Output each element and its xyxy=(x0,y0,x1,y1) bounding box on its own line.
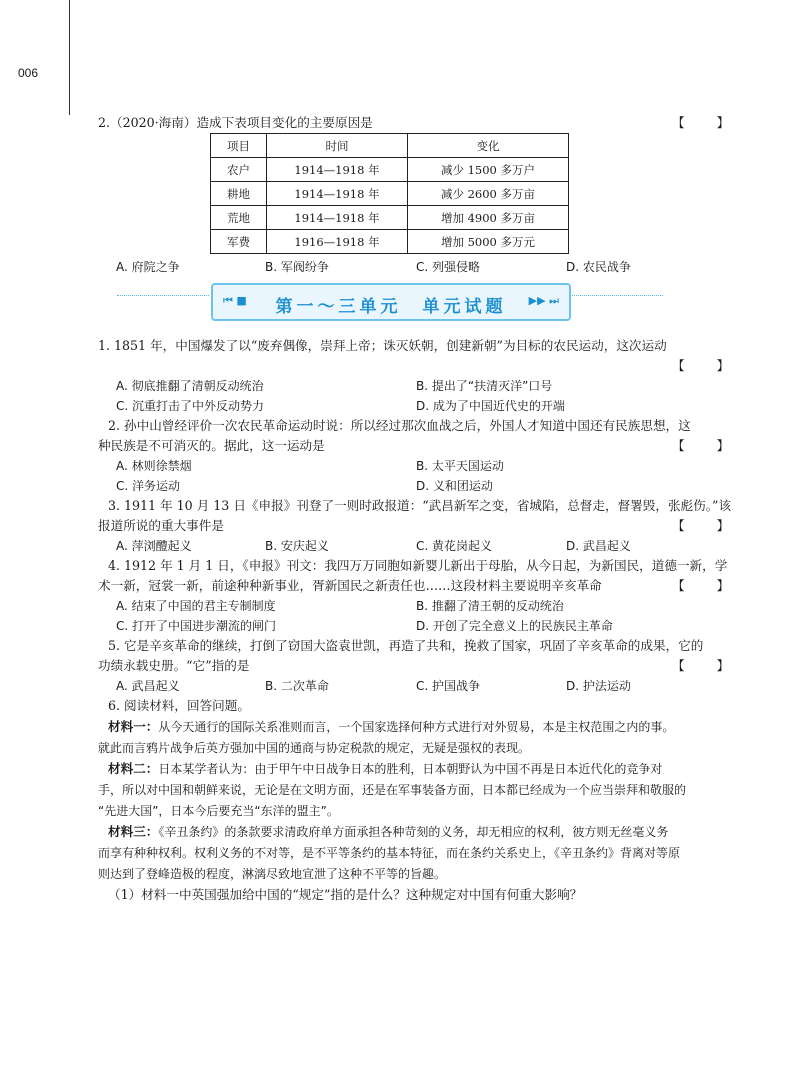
material-text: 《辛丑条约》的条款要求清政府单方面承担各种苛刻的义务，却无相应的权利，彼方则无丝毫义务 xyxy=(158,825,669,839)
material-text: 从今天通行的国际关系准则而言，一个国家选择何种方式进行对外贸易，本是主权范围之内的事。 xyxy=(158,720,675,734)
option-c[interactable]: C. 洋务运动 xyxy=(116,479,181,493)
option-b[interactable]: B. 安庆起义 xyxy=(265,539,329,553)
question-stem: 4. 1912 年 1 月 1 日，《申报》刊文：我四万万同胞如新婴儿新出于母胎，从今日起，为新国民，道德一新，学 xyxy=(108,558,728,573)
table-cell: 1916—1918 年 xyxy=(267,230,408,254)
answer-bracket[interactable]: 【 】 xyxy=(672,115,744,130)
table-header: 时间 xyxy=(267,134,408,158)
material-text: “先进大国”，日本今后要充当“东洋的盟主”。 xyxy=(98,804,339,818)
material-text: 日本某学者认为：由于甲午中日战争日本的胜利，日本朝野认为中国不再是日本近代化的竞争对 xyxy=(158,762,663,776)
question-stem: 术一新，冠裳一新，前途种种新事业，胥新国民之新责任也……这段材料主要说明辛亥革命 xyxy=(98,578,602,593)
banner-dotted-line xyxy=(569,295,663,297)
option-a[interactable]: A. 林则徐禁烟 xyxy=(116,459,192,473)
option-c[interactable]: C. 黄花岗起义 xyxy=(416,539,493,553)
material-text: 就此而言鸦片战争后英方强加中国的通商与协定税款的规定，无疑是强权的表现。 xyxy=(98,741,531,755)
table-cell: 1914—1918 年 xyxy=(267,158,408,182)
answer-bracket[interactable]: 【 】 xyxy=(672,658,744,673)
option-d[interactable]: D. 农民战争 xyxy=(566,260,631,274)
material-text: 而享有种种权利。权利义务的不对等，是不平等条约的基本特征，而在条约关系史上，《辛丑条约》背离对等原 xyxy=(98,846,681,860)
option-b[interactable]: B. 推翻了清王朝的反动统治 xyxy=(416,599,564,613)
table-cell: 农户 xyxy=(211,158,267,182)
question-stem: 种民族是不可消灭的。据此，这一运动是 xyxy=(98,438,325,453)
option-d[interactable]: D. 开创了完全意义上的民族民主革命 xyxy=(416,619,613,633)
option-d[interactable]: D. 义和团运动 xyxy=(416,479,493,493)
option-c[interactable]: C. 列强侵略 xyxy=(416,260,481,274)
table-header: 变化 xyxy=(408,134,569,158)
fast-forward-icon: ▶▶ ⏭ xyxy=(528,294,559,307)
table-cell: 1914—1918 年 xyxy=(267,182,408,206)
material-text: 则达到了登峰造极的程度，淋漓尽致地宣泄了这种不平等的旨趣。 xyxy=(98,867,447,881)
question-stem: 5. 它是辛亥革命的继续，打倒了窃国大盗袁世凯，再造了共和，挽救了国家，巩固了辛亥革命的成果，它的 xyxy=(108,638,704,653)
table-cell: 1914—1918 年 xyxy=(267,206,408,230)
option-a[interactable]: A. 萍浏醴起义 xyxy=(116,539,192,553)
option-a[interactable]: A. 武昌起义 xyxy=(116,679,180,693)
table-header-row xyxy=(211,134,569,158)
material-text: 手，所以对中国和朝鲜来说，无论是在文明方面，还是在军事装备方面，日本都已经成为一个应当崇拜和敬服的 xyxy=(98,783,687,797)
option-d[interactable]: D. 护法运动 xyxy=(566,679,631,693)
table-row xyxy=(211,158,569,182)
banner-dotted-line xyxy=(117,295,209,297)
table-cell: 荒地 xyxy=(211,206,267,230)
option-a[interactable]: A. 结束了中国的君主专制制度 xyxy=(116,599,276,613)
option-c[interactable]: C. 打开了中国进步潮流的闸门 xyxy=(116,619,277,633)
page-number: 006 xyxy=(18,66,39,80)
table-cell: 军费 xyxy=(211,230,267,254)
table-row xyxy=(211,230,569,254)
answer-bracket[interactable]: 【 】 xyxy=(672,518,744,533)
option-d[interactable]: D. 武昌起义 xyxy=(566,539,631,553)
table-cell: 增加 5000 多万元 xyxy=(408,230,569,254)
section-banner xyxy=(117,283,663,323)
option-b[interactable]: B. 太平天国运动 xyxy=(416,459,504,473)
option-b[interactable]: B. 二次革命 xyxy=(265,679,329,693)
rewind-icon: ⏮ ■ xyxy=(223,294,247,307)
question-stem: 2. 孙中山曾经评价一次农民革命运动时说：所以经过那次血战之后，外国人才知道中国还有民族思想，这 xyxy=(108,418,691,433)
option-b[interactable]: B. 提出了“扶清灭洋”口号 xyxy=(416,379,553,393)
option-b[interactable]: B. 军阀纷争 xyxy=(265,260,329,274)
question-stem: 2.（2020·海南）造成下表项目变化的主要原因是 xyxy=(98,115,373,130)
question-stem: 6. 阅读材料，回答问题。 xyxy=(108,698,250,713)
option-c[interactable]: C. 护国战争 xyxy=(416,679,481,693)
question-stem: 报道所说的重大事件是 xyxy=(98,518,224,533)
sub-question-text: （1）材料一中英国强加给中国的“规定”指的是什么？这种规定对中国有何重大影响？ xyxy=(108,887,583,902)
question-stem: 1. 1851 年，中国爆发了以“废弃偶像，崇拜上帝；诛灭妖朝，创建新朝”为目标的农民运动，这次运动 xyxy=(98,338,667,353)
answer-bracket[interactable]: 【 】 xyxy=(672,578,744,593)
material-label: 材料二： xyxy=(108,761,159,776)
banner-box xyxy=(211,283,571,321)
table-row xyxy=(211,182,569,206)
table-cell: 增加 4900 多万亩 xyxy=(408,206,569,230)
option-a[interactable]: A. 彻底推翻了清朝反动统治 xyxy=(116,379,264,393)
table-cell: 耕地 xyxy=(211,182,267,206)
answer-bracket[interactable]: 【 】 xyxy=(672,438,744,453)
table-row xyxy=(211,206,569,230)
material-label: 材料三： xyxy=(108,824,159,839)
question-stem: 功绩永载史册。“它”指的是 xyxy=(98,658,250,673)
material-label: 材料一： xyxy=(108,719,159,734)
answer-bracket[interactable]: 【 】 xyxy=(672,358,744,373)
table-header: 项目 xyxy=(211,134,267,158)
table-cell: 减少 2600 多万亩 xyxy=(408,182,569,206)
table-cell: 减少 1500 多万户 xyxy=(408,158,569,182)
margin-rule xyxy=(69,0,70,115)
section-title: 第一～三单元 单元试题 xyxy=(275,297,507,317)
option-d[interactable]: D. 成为了中国近代史的开端 xyxy=(416,399,565,413)
data-table xyxy=(210,133,569,254)
option-a[interactable]: A. 府院之争 xyxy=(116,260,180,274)
question-stem: 3. 1911 年 10 月 13 日《申报》刊登了一则时政报道：“武昌新军之变，省城陷，总督走，督署毁，张彪伤。”该 xyxy=(108,498,732,513)
option-c[interactable]: C. 沉重打击了中外反动势力 xyxy=(116,399,265,413)
